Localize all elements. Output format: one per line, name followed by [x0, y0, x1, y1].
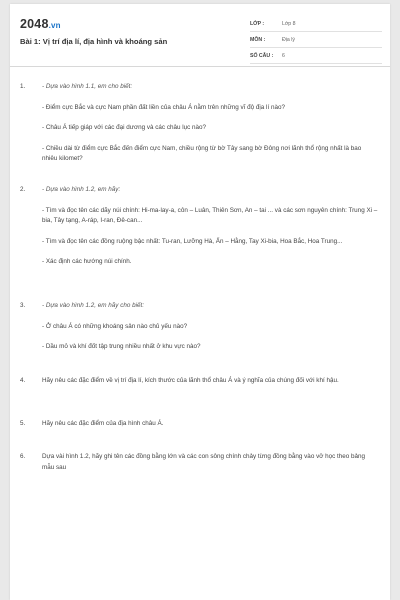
- question-item: Hãy nêu các đặc điểm về vị trí địa lí, kích thước của lãnh thổ châu Á và ý nghĩa của chúng đối với khí hậu.: [42, 377, 339, 384]
- question-item: - Châu Á tiếp giáp với các đại dương và các châu lục nào?: [42, 124, 207, 131]
- question-item: - Dầu mỏ và khí đốt tập trung nhiều nhất ở khu vực nào?: [42, 343, 201, 350]
- question-item: - Tìm và đọc tên các đồng ruộng bậc nhất: Tu-ran, Lưỡng Hà, Ấn – Hằng, Tay Xi-bia, Hoa Bắc, Hoa Trung...: [42, 237, 343, 245]
- question-lead: - Dựa vào hình 1.2, em hãy cho biết:: [42, 302, 144, 309]
- question-item: Dựa vài hình 1.2, hãy ghi tên các đồng bằng lớn và các con sông chính chảy từng đồng bằng vào vở học theo bảng mẫu sau: [42, 453, 366, 471]
- site-logo[interactable]: 2048.vn: [20, 17, 61, 31]
- question-item: - Tìm và đọc tên các dãy núi chính: Hi-ma-lay-a, côn – Luân, Thiên Sơn, An – tai ... và các sơn nguyên chính: Trung Xi – bia, Tây tạng, A-ráp, I-ran, Đê-can...: [42, 206, 378, 224]
- question-lead: - Dựa vào hình 1.1, em cho biết:: [42, 83, 133, 90]
- question-item: - Ở châu Á có những khoáng sản nào chủ yếu nào?: [42, 322, 188, 330]
- question-2: 2. - Dựa vào hình 1.2, em hãy: - Tìm và đọc tên các dãy núi chính: Hi-ma-lay-a, côn – Luân, Thiên Sơn, An – tai ... và các sơn nguyên chính: Trung Xi – bia, Tây tạng, A-ráp, I-ran, Đê-can... - Tìm và đọc tên các đồng ruộng bậc nhất: Tu-ran, Lưỡng Hà, Ấn – Hằng, Tay Xi-bia, Hoa Bắc, Hoa Trung... - Xác định các hướng núi chính.: [20, 185, 378, 268]
- question-6: 6. Dựa vài hình 1.2, hãy ghi tên các đồng bằng lớn và các con sông chính chảy từng đồng bằng vào vở học theo bảng mẫu sau: [20, 452, 378, 473]
- question-item: Hãy nêu các đặc điểm của địa hình châu Á.: [42, 420, 164, 427]
- question-item: - Chiều dài từ điểm cực Bắc đến điểm cực Nam, chiều rộng từ bờ Tây sang bờ Đông nơi lãnh thổ rộng nhất là bao nhiêu kilomet?: [42, 144, 362, 162]
- meta-question-count: SỐ CÂU : 6: [250, 48, 382, 64]
- meta-info: [250, 16, 382, 64]
- question-5: 5. Hãy nêu các đặc điểm của địa hình châu Á.: [20, 419, 378, 430]
- question-item: - Điểm cực Bắc và cực Nam phần đất liền của châu Á nằm trên những vĩ độ địa lí nào?: [42, 103, 285, 111]
- worksheet-header: [10, 4, 390, 67]
- meta-grade: LỚP : Lớp 8: [250, 16, 382, 32]
- question-4: 4. Hãy nêu các đặc điểm về vị trí địa lí, kích thước của lãnh thổ châu Á và ý nghĩa của chúng đối với khí hậu.: [20, 376, 378, 387]
- question-item: - Xác định các hướng núi chính.: [42, 258, 132, 265]
- lesson-title: Bài 1: Vị trí địa lí, địa hình và khoáng sản: [20, 37, 168, 46]
- question-1: 1. - Dựa vào hình 1.1, em cho biết: - Điểm cực Bắc và cực Nam phần đất liền của châu Á nằm trên những vĩ độ địa lí nào? - Châu Á tiếp giáp với các đại dương và các châu lục nào? - Chiều dài từ điểm cực Bắc đến điểm cực Nam, chiều rộng từ bờ Tây sang bờ Đông nơi lãnh thổ rộng nhất là bao nhiêu kilomet?: [20, 82, 378, 165]
- question-lead: - Dựa vào hình 1.2, em hãy:: [42, 186, 121, 193]
- worksheet-page: [10, 4, 390, 600]
- question-3: 3. - Dựa vào hình 1.2, em hãy cho biết: - Ở châu Á có những khoáng sản nào chủ yếu nào? - Dầu mỏ và khí đốt tập trung nhiều nhất ở khu vực nào?: [20, 301, 378, 353]
- meta-subject: MÔN : Địa lý: [250, 32, 382, 48]
